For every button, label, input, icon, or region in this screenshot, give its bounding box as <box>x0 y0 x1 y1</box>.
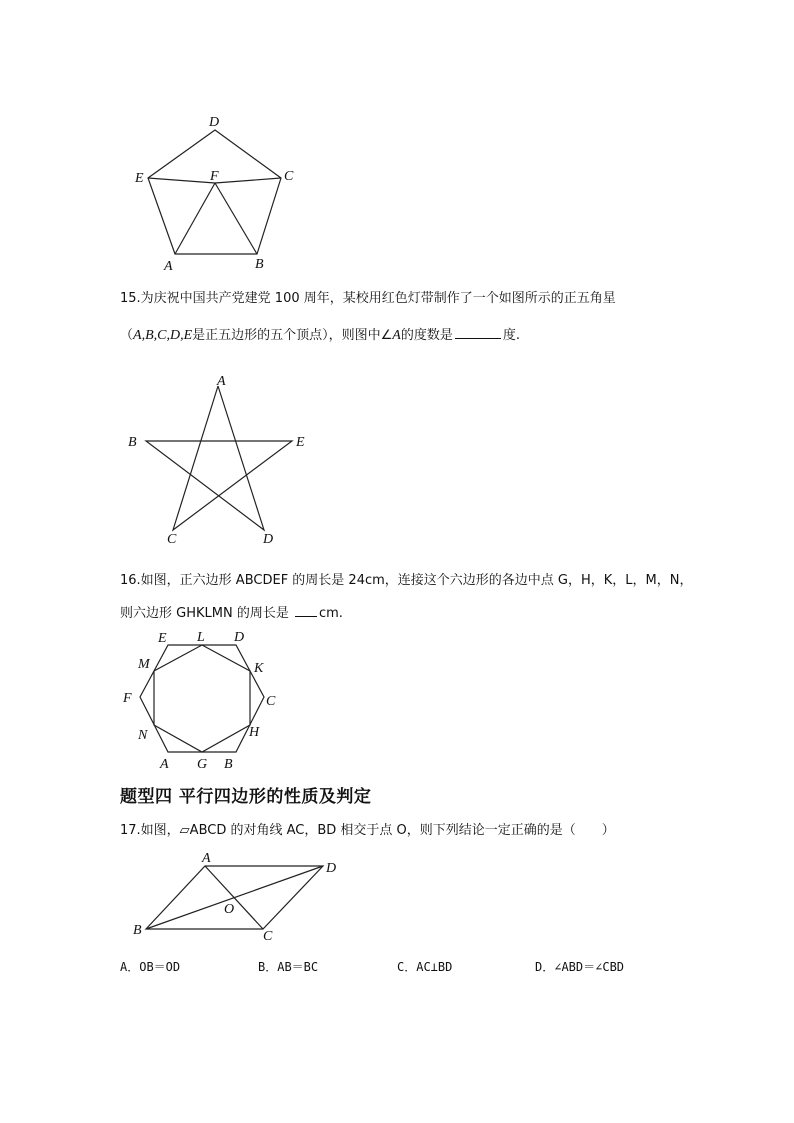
label-n: N <box>138 728 148 743</box>
q17-text: 17.如图，▱ABCD 的对角线 AC，BD 相交于点 O，则下列结论一定正确的是（ ） <box>120 823 615 838</box>
label-b: B <box>224 757 233 772</box>
label-c: C <box>284 169 294 184</box>
q16-suffix: cm. <box>318 606 343 621</box>
label-b: B <box>128 435 137 450</box>
label-c: C <box>266 694 276 709</box>
label-a: A <box>160 757 169 772</box>
label-e: E <box>158 631 167 646</box>
label-c: C <box>167 532 177 547</box>
label-f: F <box>123 691 132 706</box>
label-m: M <box>138 657 150 672</box>
q17-option-d[interactable]: D．∠ABD＝∠CBD <box>535 960 625 974</box>
q15-angle-var: A <box>392 328 401 343</box>
label-e: E <box>135 171 144 186</box>
label-d: D <box>326 861 337 876</box>
label-d: D <box>209 115 220 130</box>
label-h: H <box>249 725 260 740</box>
label-l: L <box>197 630 205 645</box>
label-k: K <box>254 661 264 676</box>
q17-option-a[interactable]: A．OB＝OD <box>120 960 181 974</box>
label-d: D <box>234 630 245 645</box>
label-f: F <box>210 169 219 184</box>
label-g: G <box>197 757 208 772</box>
label-o: O <box>224 902 235 917</box>
q15-mid: 是正五边形的五个顶点），则图中∠ <box>192 328 393 343</box>
label-b: B <box>255 257 264 272</box>
q15-line1: 15.为庆祝中国共产党建党 100 周年，某校用红色灯带制作了一个如图所示的正五角星 <box>120 291 616 306</box>
q15-vertices: A,B,C,D,E <box>133 328 193 343</box>
label-a: A <box>217 374 226 389</box>
label-d: D <box>263 532 274 547</box>
label-c: C <box>263 929 273 944</box>
q17-option-b[interactable]: B．AB＝BC <box>258 960 319 974</box>
q15-suffix: 度. <box>502 328 520 343</box>
label-e: E <box>296 435 305 450</box>
q16-line1: 16.如图，正六边形 ABCDEF 的周长是 24cm，连接这个六边形的各边中点 G，H，K，L，M，N， <box>120 573 693 588</box>
label-a: A <box>202 851 211 866</box>
q15-mid2: 的度数是 <box>400 328 453 343</box>
diagonal-bd <box>146 866 323 929</box>
q15-prefix: （ <box>120 328 134 343</box>
q17-option-c[interactable]: C．AC⊥BD <box>397 960 453 974</box>
section-title: 题型四 平行四边形的性质及判定 <box>120 787 372 807</box>
q16-prefix: 则六边形 GHKLMN 的周长是 <box>120 606 293 621</box>
label-b: B <box>133 923 142 938</box>
label-a: A <box>164 259 173 274</box>
